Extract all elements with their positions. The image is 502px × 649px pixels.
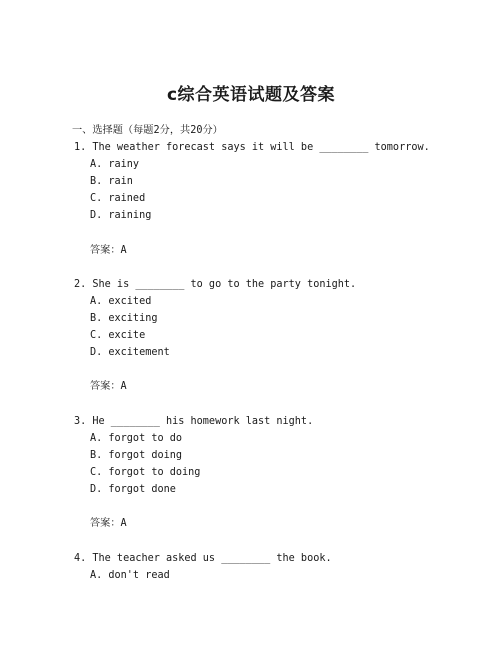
question-3-answer: 答案：A [90, 518, 127, 529]
question-3-option-d: D. forgot done [90, 484, 176, 495]
question-1-option-a: A. rainy [90, 159, 140, 170]
question-2-text: 2. She is ________ to go to the party tonight. [74, 279, 357, 290]
question-4-text: 4. The teacher asked us ________ the book. [74, 553, 332, 564]
question-1-answer: 答案：A [90, 245, 127, 256]
section-heading: 一、选择题（每题2分，共20分） [72, 125, 223, 136]
question-2-answer: 答案：A [90, 381, 127, 392]
question-2-option-b: B. exciting [90, 313, 158, 324]
question-3-option-b: B. forgot doing [90, 450, 183, 461]
question-1-text: 1. The weather forecast says it will be ________ tomorrow. [74, 142, 430, 153]
question-2-option-d: D. excitement [90, 347, 170, 358]
question-3-option-a: A. forgot to do [90, 433, 183, 444]
document-title: c综合英语试题及答案 [166, 85, 336, 105]
question-1-option-c: C. rained [90, 193, 146, 204]
question-2-option-a: A. excited [90, 296, 152, 307]
question-3-text: 3. He ________ his homework last night. [74, 416, 314, 427]
question-2-option-c: C. excite [90, 330, 146, 341]
question-1-option-d: D. raining [90, 210, 152, 221]
question-1-option-b: B. rain [90, 176, 133, 187]
question-4-option-a: A. don't read [90, 570, 170, 581]
question-3-option-c: C. forgot to doing [90, 467, 201, 478]
